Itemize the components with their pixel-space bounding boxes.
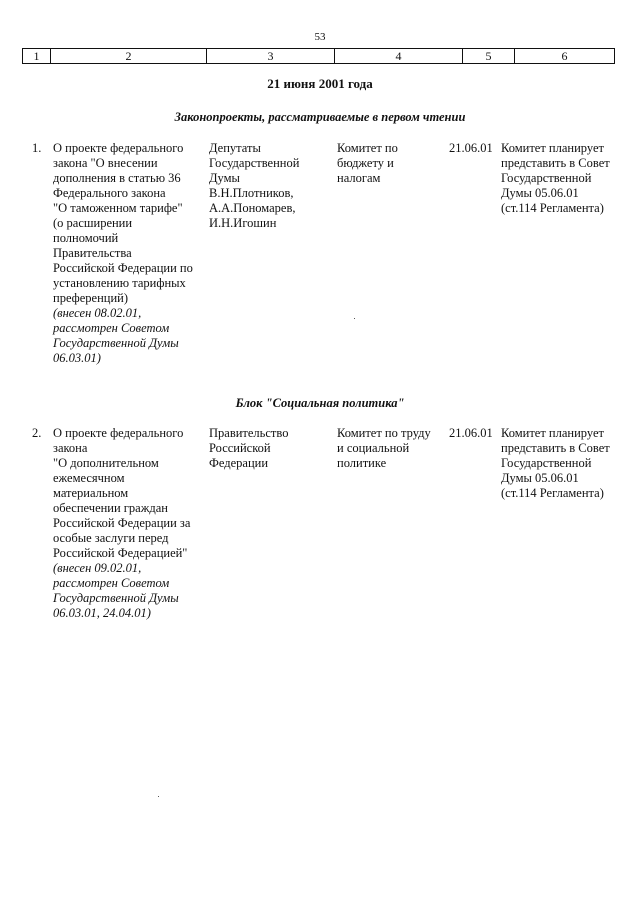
bill-title-line: Российской Федерации за (53, 516, 191, 530)
bill-title-line: "О дополнительном (53, 456, 159, 470)
column-number-1: 1 (23, 49, 51, 64)
bill-title-line: полномочий (53, 231, 119, 245)
bill-title-line: закона "О внесении (53, 156, 158, 170)
section-heading-social-policy: Блок "Социальная политика" (235, 396, 405, 410)
committee-line: бюджету и (337, 156, 394, 170)
plan-line: Комитет планирует (501, 426, 604, 440)
bill-title (53, 141, 203, 366)
bill-author (209, 426, 329, 471)
plan-line: Государственной (501, 456, 592, 470)
submission-note-line: 06.03.01, 24.04.01) (53, 606, 151, 620)
column-number-6: 6 (515, 49, 615, 64)
section-heading-first-reading: Законопроекты, рассматриваемые в первом чтении (174, 110, 466, 124)
consideration-date: 21.06.01 (449, 426, 493, 440)
author-line: В.Н.Плотников, (209, 186, 294, 200)
bill-title-line: Федерального закона (53, 186, 166, 200)
column-number-3: 3 (207, 49, 335, 64)
committee-plan (501, 141, 616, 216)
bill-title-line: преференций) (53, 291, 129, 305)
bill-title-line: Российской Федерации по (53, 261, 193, 275)
bill-title-line: (о расширении (53, 216, 133, 230)
plan-line: Комитет планирует (501, 141, 604, 155)
committee-line: Комитет по (337, 141, 398, 155)
bill-title (53, 426, 203, 621)
plan-line: Думы 05.06.01 (501, 186, 579, 200)
bill-title-line: установлению тарифных (53, 276, 186, 290)
plan-line: Государственной (501, 171, 592, 185)
plan-line: Думы 05.06.01 (501, 471, 579, 485)
bill-title-line: материальном (53, 486, 129, 500)
submission-note-line: Государственной Думы (53, 336, 179, 350)
plan-line: представить в Совет (501, 156, 610, 170)
consideration-date: 21.06.01 (449, 141, 493, 155)
author-line: Федерации (209, 456, 269, 470)
column-number-4: 4 (335, 49, 463, 64)
item-number: 1. (32, 141, 42, 155)
bill-title-line: Правительства (53, 246, 132, 260)
scan-speck (158, 796, 159, 797)
responsible-committee (337, 141, 447, 186)
author-line: Российской (209, 441, 271, 455)
committee-line: политике (337, 456, 387, 470)
bill-title-line: Российской Федерацией" (53, 546, 188, 560)
bill-title-line: "О таможенном тарифе" (53, 201, 183, 215)
author-line: Правительство (209, 426, 289, 440)
responsible-committee (337, 426, 447, 471)
submission-note-line: рассмотрен Советом (53, 321, 170, 335)
author-line: Государственной (209, 156, 300, 170)
bill-title-line: О проекте федерального (53, 141, 184, 155)
bill-author (209, 141, 329, 231)
committee-plan (501, 426, 616, 501)
committee-line: Комитет по труду (337, 426, 431, 440)
plan-line: представить в Совет (501, 441, 610, 455)
item-number: 2. (32, 426, 42, 440)
bill-title-line: особые заслуги перед (53, 531, 169, 545)
submission-note-line: (внесен 09.02.01, (53, 561, 142, 575)
bill-title-line: О проекте федерального (53, 426, 184, 440)
bill-title-line: закона (53, 441, 88, 455)
author-line: Думы (209, 171, 240, 185)
committee-line: налогам (337, 171, 381, 185)
plan-line: (ст.114 Регламента) (501, 201, 604, 215)
bill-title-line: дополнения в статью 36 (53, 171, 181, 185)
committee-line: и социальной (337, 441, 410, 455)
column-number-header (22, 48, 615, 64)
submission-note-line: рассмотрен Советом (53, 576, 170, 590)
bill-title-line: обеспечении граждан (53, 501, 168, 515)
scan-speck (354, 318, 355, 319)
submission-note-line: 06.03.01) (53, 351, 101, 365)
page-number: 53 (314, 31, 326, 43)
plan-line: (ст.114 Регламента) (501, 486, 604, 500)
submission-note-line: Государственной Думы (53, 591, 179, 605)
author-line: Депутаты (209, 141, 261, 155)
bill-title-line: ежемесячном (53, 471, 125, 485)
column-number-2: 2 (51, 49, 207, 64)
date-heading: 21 июня 2001 года (267, 76, 373, 91)
submission-note-line: (внесен 08.02.01, (53, 306, 142, 320)
column-number-5: 5 (463, 49, 515, 64)
author-line: И.Н.Игошин (209, 216, 277, 230)
author-line: А.А.Пономарев, (209, 201, 296, 215)
